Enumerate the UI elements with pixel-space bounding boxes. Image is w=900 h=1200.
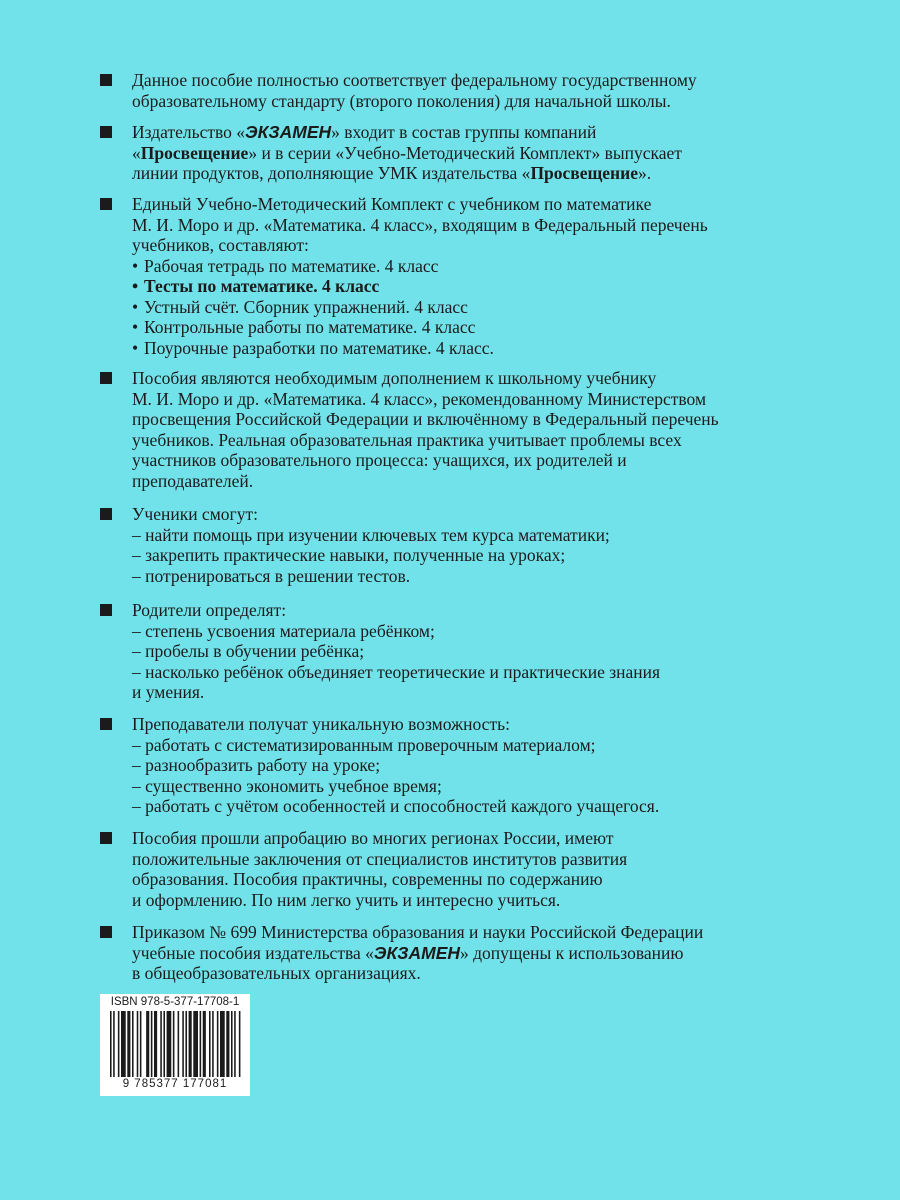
dash-item: – существенно экономить учебное время;	[132, 775, 442, 796]
paragraph-standard	[100, 70, 800, 111]
text-line: и умения.	[132, 682, 205, 702]
square-bullet-icon	[100, 126, 112, 138]
text-line: просвещения Российской Федерации и включённому в Федеральный перечень	[132, 409, 719, 429]
dash-item: – работать с систематизированным проверочным материалом;	[132, 734, 596, 755]
square-bullet-icon	[100, 926, 112, 938]
paragraph-parents	[100, 600, 800, 703]
square-bullet-icon	[100, 372, 112, 384]
dash-item: – потренироваться в решении тестов.	[132, 565, 411, 586]
text-line: линии продуктов, дополняющие УМК издательства «Просвещение».	[132, 163, 652, 183]
square-bullet-icon	[100, 718, 112, 730]
text-line: Единый Учебно-Методический Комплект с учебником по математике	[132, 194, 652, 214]
isbn-label: ISBN 978-5-377-17708-1	[110, 996, 240, 1008]
square-bullet-icon	[100, 74, 112, 86]
list-item-highlight: • Тесты по математике. 4 класс	[132, 276, 800, 297]
square-bullet-icon	[100, 198, 112, 210]
square-bullet-icon	[100, 508, 112, 520]
group-name: Просвещение	[530, 163, 638, 183]
text-line: участников образовательного процесса: учащихся, их родителей и	[132, 450, 627, 470]
text-line: Издательство «ЭКЗАМЕН» входит в состав группы компаний	[132, 122, 597, 142]
text-line: учебников, составляют:	[132, 235, 309, 255]
paragraph-order	[100, 922, 800, 984]
text-line: Данное пособие полностью соответствует федеральному государственному	[132, 70, 697, 90]
dash-item: – насколько ребёнок объединяет теоретические и практические знания	[132, 661, 661, 682]
text-line: М. И. Моро и др. «Математика. 4 класс», входящим в Федеральный перечень	[132, 214, 708, 235]
dash-item: – разнообразить работу на уроке;	[132, 755, 381, 775]
group-name: Просвещение	[140, 142, 249, 163]
text-line: учебников. Реальная образовательная практика учитывает проблемы всех	[132, 429, 682, 450]
text-line: образования. Пособия практичны, современны по содержанию	[132, 869, 603, 889]
dash-item: – закрепить практические навыки, полученные на уроках;	[132, 545, 566, 565]
dash-item: – работать с учётом особенностей и способностей каждого учащегося.	[132, 796, 660, 816]
barcode-digits: 9 785377 177081	[122, 1078, 228, 1090]
paragraph-teachers	[100, 714, 800, 817]
text-line: М. И. Моро и др. «Математика. 4 класс», рекомендованному Министерством	[132, 388, 707, 409]
publisher-name: ЭКЗАМЕН	[245, 122, 332, 142]
square-bullet-icon	[100, 832, 112, 844]
text-line: преподавателей.	[132, 470, 254, 491]
text-line: Преподаватели получат уникальную возможность:	[132, 714, 510, 734]
text-line: Родители определят:	[132, 600, 287, 620]
text-line: учебные пособия издательства «ЭКЗАМЕН» допущены к использованию	[132, 942, 684, 963]
list-item: • Устный счёт. Сборник упражнений. 4 класс	[132, 297, 800, 318]
dash-item: – степень усвоения материала ребёнком;	[132, 620, 435, 641]
text-line: «Просвещение» и в серии «Учебно-Методический Комплект» выпускает	[132, 142, 682, 163]
paragraph-complex	[100, 194, 800, 358]
barcode-icon	[110, 1011, 242, 1077]
paragraph-students	[100, 504, 800, 586]
dash-item: – найти помощь при изучении ключевых тем курса математики;	[132, 524, 610, 545]
isbn-barcode-box	[100, 994, 250, 1096]
paragraph-supplement	[100, 368, 800, 491]
list-item: • Контрольные работы по математике. 4 класс	[132, 317, 800, 338]
text-line: и оформлению. По ним легко учить и интересно учиться.	[132, 889, 561, 910]
text-line: Ученики смогут:	[132, 504, 258, 524]
text-line: Пособия прошли апробацию во многих регионах России, имеют	[132, 828, 614, 848]
square-bullet-icon	[100, 604, 112, 616]
text-line: образовательному стандарту (второго поколения) для начальной школы.	[132, 90, 671, 111]
list-item: • Поурочные разработки по математике. 4 класс.	[132, 338, 800, 359]
dash-item: – пробелы в обучении ребёнка;	[132, 641, 365, 661]
text-line: положительные заключения от специалистов институтов развития	[132, 848, 628, 869]
list-item: • Рабочая тетрадь по математике. 4 класс	[132, 256, 800, 277]
paragraph-publisher	[100, 122, 800, 184]
paragraph-approbation	[100, 828, 800, 910]
text-line: в общеобразовательных организациях.	[132, 963, 421, 983]
publisher-name: ЭКЗАМЕН	[373, 942, 461, 963]
text-line: Приказом № 699 Министерства образования и науки Российской Федерации	[132, 922, 704, 942]
text-line: Пособия являются необходимым дополнением к школьному учебнику	[132, 368, 657, 388]
